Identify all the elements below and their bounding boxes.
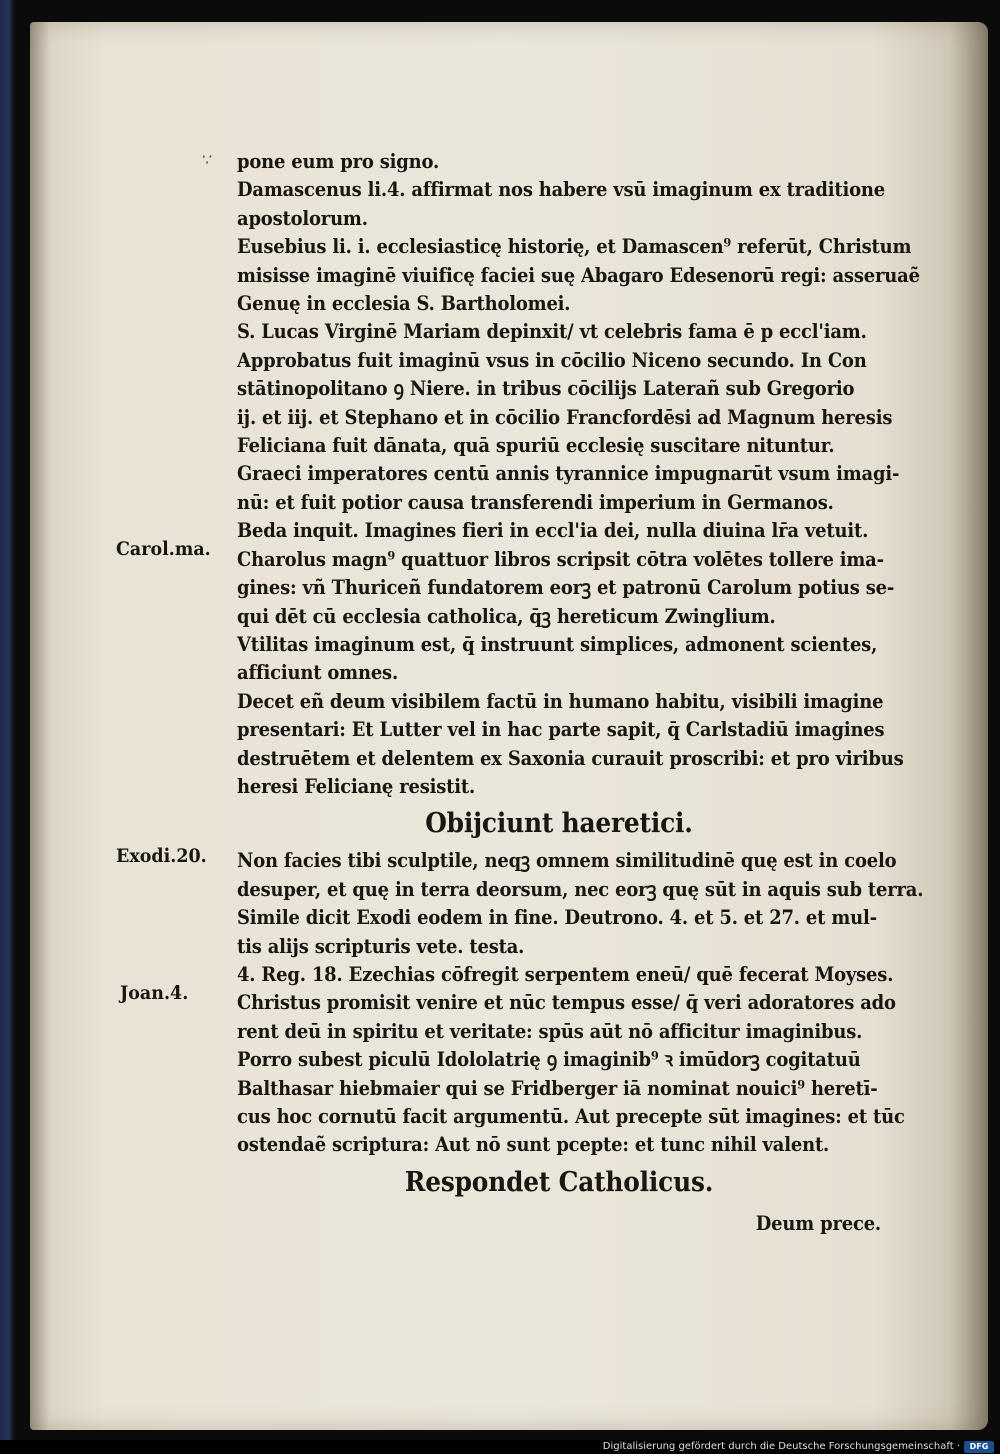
page-body-text	[237, 148, 924, 1238]
scan-border	[0, 0, 14, 1440]
text-line: Eusebius li. i. ecclesiasticę historię, et Damascen⁹ referūt, Christum	[237, 235, 912, 259]
text-line: misisse imaginē viuificę faciei suę Abagaro Edesenorū regi: asseruaẽ	[237, 263, 920, 287]
stray-ink-mark: ∵	[202, 150, 213, 169]
funding-credit: Digitalisierung gefördert durch die Deutsche Forschungsgemeinschaft ·	[602, 1441, 960, 1452]
text-line: apostolorum.	[237, 206, 368, 230]
text-line: Simile dicit Exodi eodem in fine. Deutrono. 4. et 5. et 27. et mul-	[237, 906, 877, 930]
text-line: stātinopolitano ꝯ Niere. in tribus cōcilijs Laterañ sub Gregorio	[237, 377, 855, 401]
text-line: Approbatus fuit imaginū vsus in cōcilio Niceno secundo. In Con	[237, 348, 867, 372]
text-line: desuper, et quę in terra deorsum, nec eorꝫ quę sūt in aquis sub terra.	[237, 877, 924, 901]
text-line: cus hoc cornutū facit argumentū. Aut precepte sūt imagines: et tūc	[237, 1105, 905, 1128]
text-line: Genuę in ecclesia S. Bartholomei.	[237, 292, 571, 316]
text-line: rent deū in spiritu et veritate: spūs aūt nō afficitur imaginibus.	[237, 1019, 863, 1043]
text-line: Balthasar hiebmaier qui se Fridberger iā nominat nouici⁹ heretī-	[237, 1076, 878, 1100]
margin-note-exodi: Exodi.20.	[116, 845, 207, 867]
text-line: S. Lucas Virginē Mariam depinxit/ vt celebris fama ē p eccl'iam.	[237, 320, 867, 344]
text-line: Beda inquit. Imagines fieri in eccl'ia dei, nulla diuina lr̄a vetuit.	[237, 519, 869, 543]
text-line: Feliciana fuit dānata, quā spuriū ecclesię suscitare nituntur.	[237, 434, 835, 458]
margin-note-joan: Joan.4.	[120, 982, 189, 1004]
text-line: destruētem et delentem ex Saxonia curauit proscribi: et pro viribus	[237, 746, 904, 770]
text-line: 4. Reg. 18. Ezechias cōfregit serpentem eneū/ quē fecerat Moyses.	[237, 962, 894, 986]
text-line: pone eum pro signo.	[237, 150, 440, 173]
page-spine-shadow	[30, 22, 50, 1430]
text-line: ostendaẽ scriptura: Aut nō sunt pcepte: et tunc nihil valent.	[237, 1133, 830, 1157]
section-heading-objections: Obijciunt haeretici.	[425, 808, 693, 840]
text-line: Non facies tibi sculptile, neqꝫ omnem similitudinē quę est in coelo	[237, 849, 897, 873]
text-line: Decet eñ deum visibilem factū in humano habitu, visibili imagine	[237, 689, 884, 713]
text-line: Graeci imperatores centū annis tyrannice impugnarūt vsum imagi-	[237, 462, 900, 486]
text-line: ij. et iij. et Stephano et in cōcilio Francfordēsi ad Magnum heresis	[237, 405, 893, 429]
text-line: gines: vñ Thuriceñ fundatorem eorꝫ et patronū Carolum potius se-	[237, 576, 895, 600]
text-line: Porro subest piculū Idololatrię ꝯ imaginib⁹ ꝛ imūdorꝫ cogitatuū	[237, 1048, 861, 1072]
dfg-logo-icon: DFG	[964, 1441, 994, 1453]
section-heading-response: Respondet Catholicus.	[404, 1166, 714, 1198]
text-line: heresi Felicianę resistit.	[237, 774, 476, 798]
catchword: Deum prece.	[755, 1211, 881, 1235]
text-line: Christus promisit venire et nūc tempus esse/ q̄ veri adoratores ado	[237, 991, 896, 1015]
text-line: tis alijs scripturis vete. testa.	[237, 934, 525, 958]
text-line: Damascenus li.4. affirmat nos habere vsū imaginum ex traditione	[237, 178, 885, 202]
text-line: Vtilitas imaginum est, q̄ instruunt simplices, admonent scientes,	[237, 632, 878, 656]
text-line: afficiunt omnes.	[237, 661, 399, 685]
margin-note-carol: Carol.ma.	[116, 538, 211, 560]
text-line: Charolus magn⁹ quattuor libros scripsit cōtra volētes tollere ima-	[237, 547, 884, 571]
text-line: presentari: Et Lutter vel in hac parte sapit, q̄ Carlstadiū imagines	[237, 718, 885, 742]
text-line: qui dēt cū ecclesia catholica, q̄ꝫ hereticum Zwinglium.	[237, 604, 776, 628]
text-line: nū: et fuit potior causa transferendi imperium in Germanos.	[237, 490, 834, 514]
